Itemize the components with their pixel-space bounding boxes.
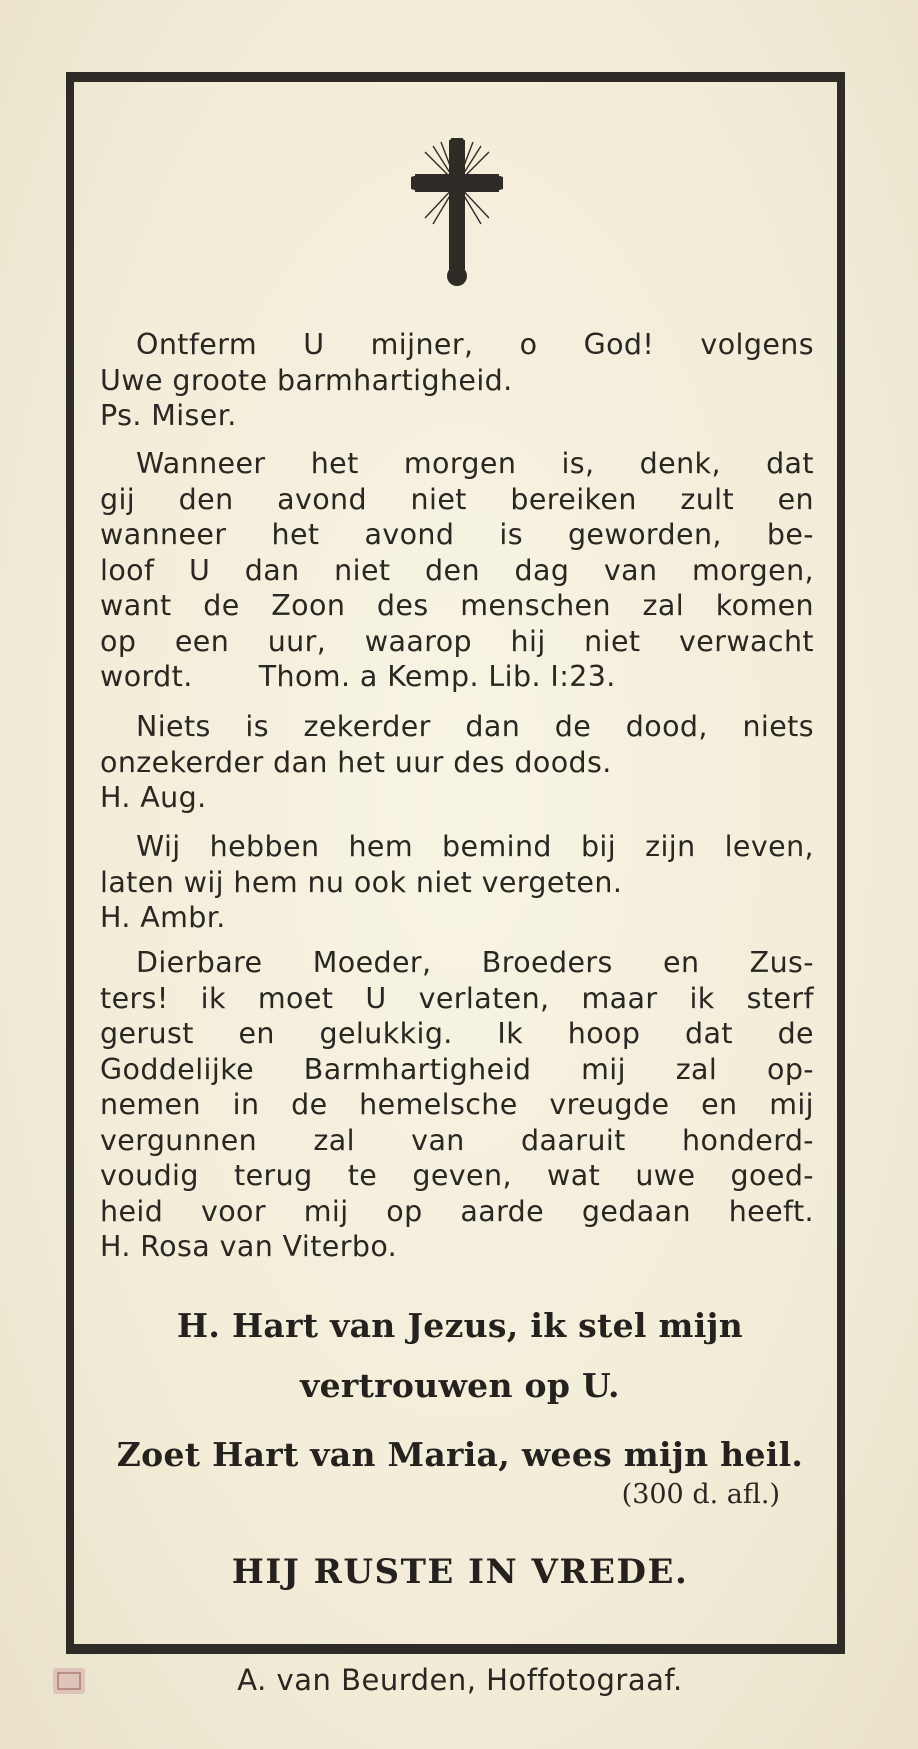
quote-line: Goddelijke Barmhartigheid mij zal op-: [100, 1052, 814, 1086]
quote-source: H. Aug.: [100, 781, 207, 814]
prayer-sacred-heart-line2: vertrouwen op U.: [300, 1366, 620, 1405]
quote-rosa: [100, 945, 814, 1265]
quote-line: want de Zoon des menschen zal komen: [100, 589, 814, 622]
quote-line: nemen in de hemelsche vreugde en mij: [100, 1088, 814, 1121]
quote-line: onzekerder dan het uur des doods.: [100, 745, 612, 779]
quote-line: Ontferm U mijner, o God! volgens: [136, 328, 814, 361]
prayer-mary: Zoet Hart van Maria, wees mijn heil.: [116, 1435, 804, 1474]
frame-top-border: [70, 72, 843, 82]
quote-line: gij den avond niet bereiken zult en: [100, 482, 814, 516]
quote-line: Niets is zekerder dan de dood, niets: [136, 710, 814, 743]
quote-line: ters! ik moet U verlaten, maar ik sterf: [100, 981, 814, 1015]
indulgence-note: (300 d. afl.): [621, 1479, 780, 1510]
quote-source: H. Ambr.: [100, 901, 226, 934]
quote-line: voudig terug te geven, wat uwe goed-: [100, 1159, 814, 1192]
quote-source: Ps. Miser.: [100, 399, 237, 432]
quote-line: Wanneer het morgen is, denk, dat: [136, 447, 814, 480]
quote-augustine: [100, 709, 814, 816]
quote-line: laten wij hem nu ook niet vergeten.: [100, 865, 623, 899]
cross-icon: [411, 138, 503, 288]
quote-source: H. Rosa van Viterbo.: [100, 1230, 398, 1263]
quote-line: heid voor mij op aarde gedaan heeft.: [100, 1194, 814, 1228]
quote-line: wanneer het avond is geworden, be-: [100, 518, 814, 551]
prayer-sacred-heart-line1: H. Hart van Jezus, ik stel mijn: [176, 1306, 744, 1345]
quote-psalm: [100, 327, 814, 434]
quote-line: op een uur, waarop hij niet verwacht: [100, 624, 814, 658]
quote-line: Dierbare Moeder, Broeders en Zus-: [136, 946, 814, 979]
quote-last-line: [100, 659, 814, 695]
quote-line: vergunnen zal van daaruit honderd-: [100, 1123, 814, 1157]
quote-last-word: wordt.: [100, 660, 193, 693]
frame-bottom-border: [70, 1644, 843, 1654]
quote-ambrose: [100, 829, 814, 936]
frame-left-border: [66, 72, 74, 1654]
frame-right-border: [837, 72, 845, 1654]
quote-line: Wij hebben hem bemind bij zijn leven,: [136, 830, 814, 863]
quote-kempis: [100, 446, 814, 695]
quote-line: gerust en gelukkig. Ik hoop dat de: [100, 1017, 814, 1050]
quote-source: Thom. a Kemp. Lib. I:23.: [258, 660, 616, 693]
photographer-credit: A. van Beurden, Hoffotograaf.: [237, 1663, 683, 1697]
quote-line: Uwe groote barmhartigheid.: [100, 363, 513, 397]
quote-line: loof U dan niet den dag van morgen,: [100, 553, 814, 587]
closing-rip: HIJ RUSTE IN VREDE.: [231, 1552, 689, 1592]
